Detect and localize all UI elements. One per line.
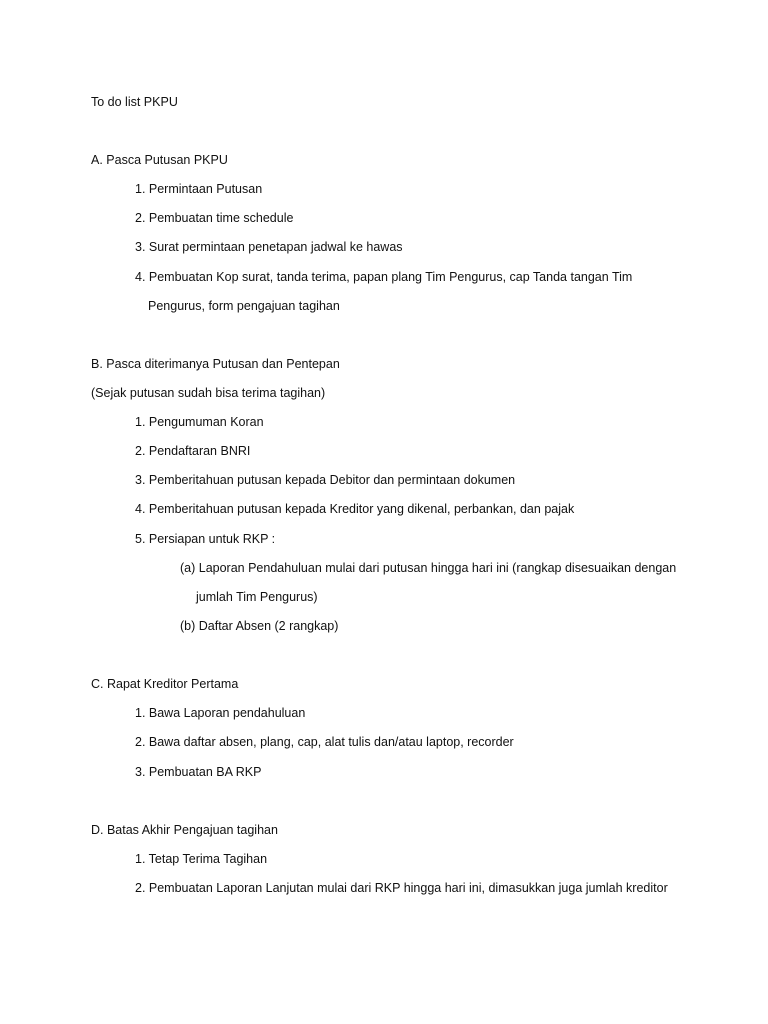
list-item: 2. Pendaftaran BNRI (135, 444, 251, 458)
list-item: 4. Pembuatan Kop surat, tanda terima, papan plang Tim Pengurus, cap Tanda tangan Tim (135, 270, 633, 284)
list-item: 2. Pembuatan Laporan Lanjutan mulai dari RKP hingga hari ini, dimasukkan juga jumlah kreditor (135, 881, 668, 895)
list-item: 3. Pembuatan BA RKP (135, 765, 262, 779)
document-title: To do list PKPU (91, 95, 178, 109)
list-item: 1. Pengumuman Koran (135, 415, 264, 429)
sub-list-item: (a) Laporan Pendahuluan mulai dari putusan hingga hari ini (rangkap disesuaikan dengan (180, 561, 677, 575)
section-d-heading: D. Batas Akhir Pengajuan tagihan (91, 823, 278, 837)
list-item: 1. Tetap Terima Tagihan (135, 852, 268, 866)
section-b-note: (Sejak putusan sudah bisa terima tagihan) (91, 386, 326, 400)
sub-list-item: (b) Daftar Absen (2 rangkap) (180, 619, 339, 633)
list-item: 4. Pemberitahuan putusan kepada Kreditor yang dikenal, perbankan, dan pajak (135, 502, 575, 516)
list-item: 2. Pembuatan time schedule (135, 211, 294, 225)
list-item: 2. Bawa daftar absen, plang, cap, alat tulis dan/atau laptop, recorder (135, 735, 514, 749)
list-item: 3. Pemberitahuan putusan kepada Debitor dan permintaan dokumen (135, 473, 516, 487)
list-item-continuation: Pengurus, form pengajuan tagihan (148, 299, 340, 313)
sub-list-item-continuation: jumlah Tim Pengurus) (196, 590, 318, 604)
list-item: 5. Persiapan untuk RKP : (135, 532, 276, 546)
section-b-heading: B. Pasca diterimanya Putusan dan Pentepan (91, 357, 340, 371)
list-item: 1. Bawa Laporan pendahuluan (135, 706, 306, 720)
section-c-heading: C. Rapat Kreditor Pertama (91, 677, 239, 691)
list-item: 1. Permintaan Putusan (135, 182, 263, 196)
list-item: 3. Surat permintaan penetapan jadwal ke hawas (135, 240, 403, 254)
section-a-heading: A. Pasca Putusan PKPU (91, 153, 228, 167)
